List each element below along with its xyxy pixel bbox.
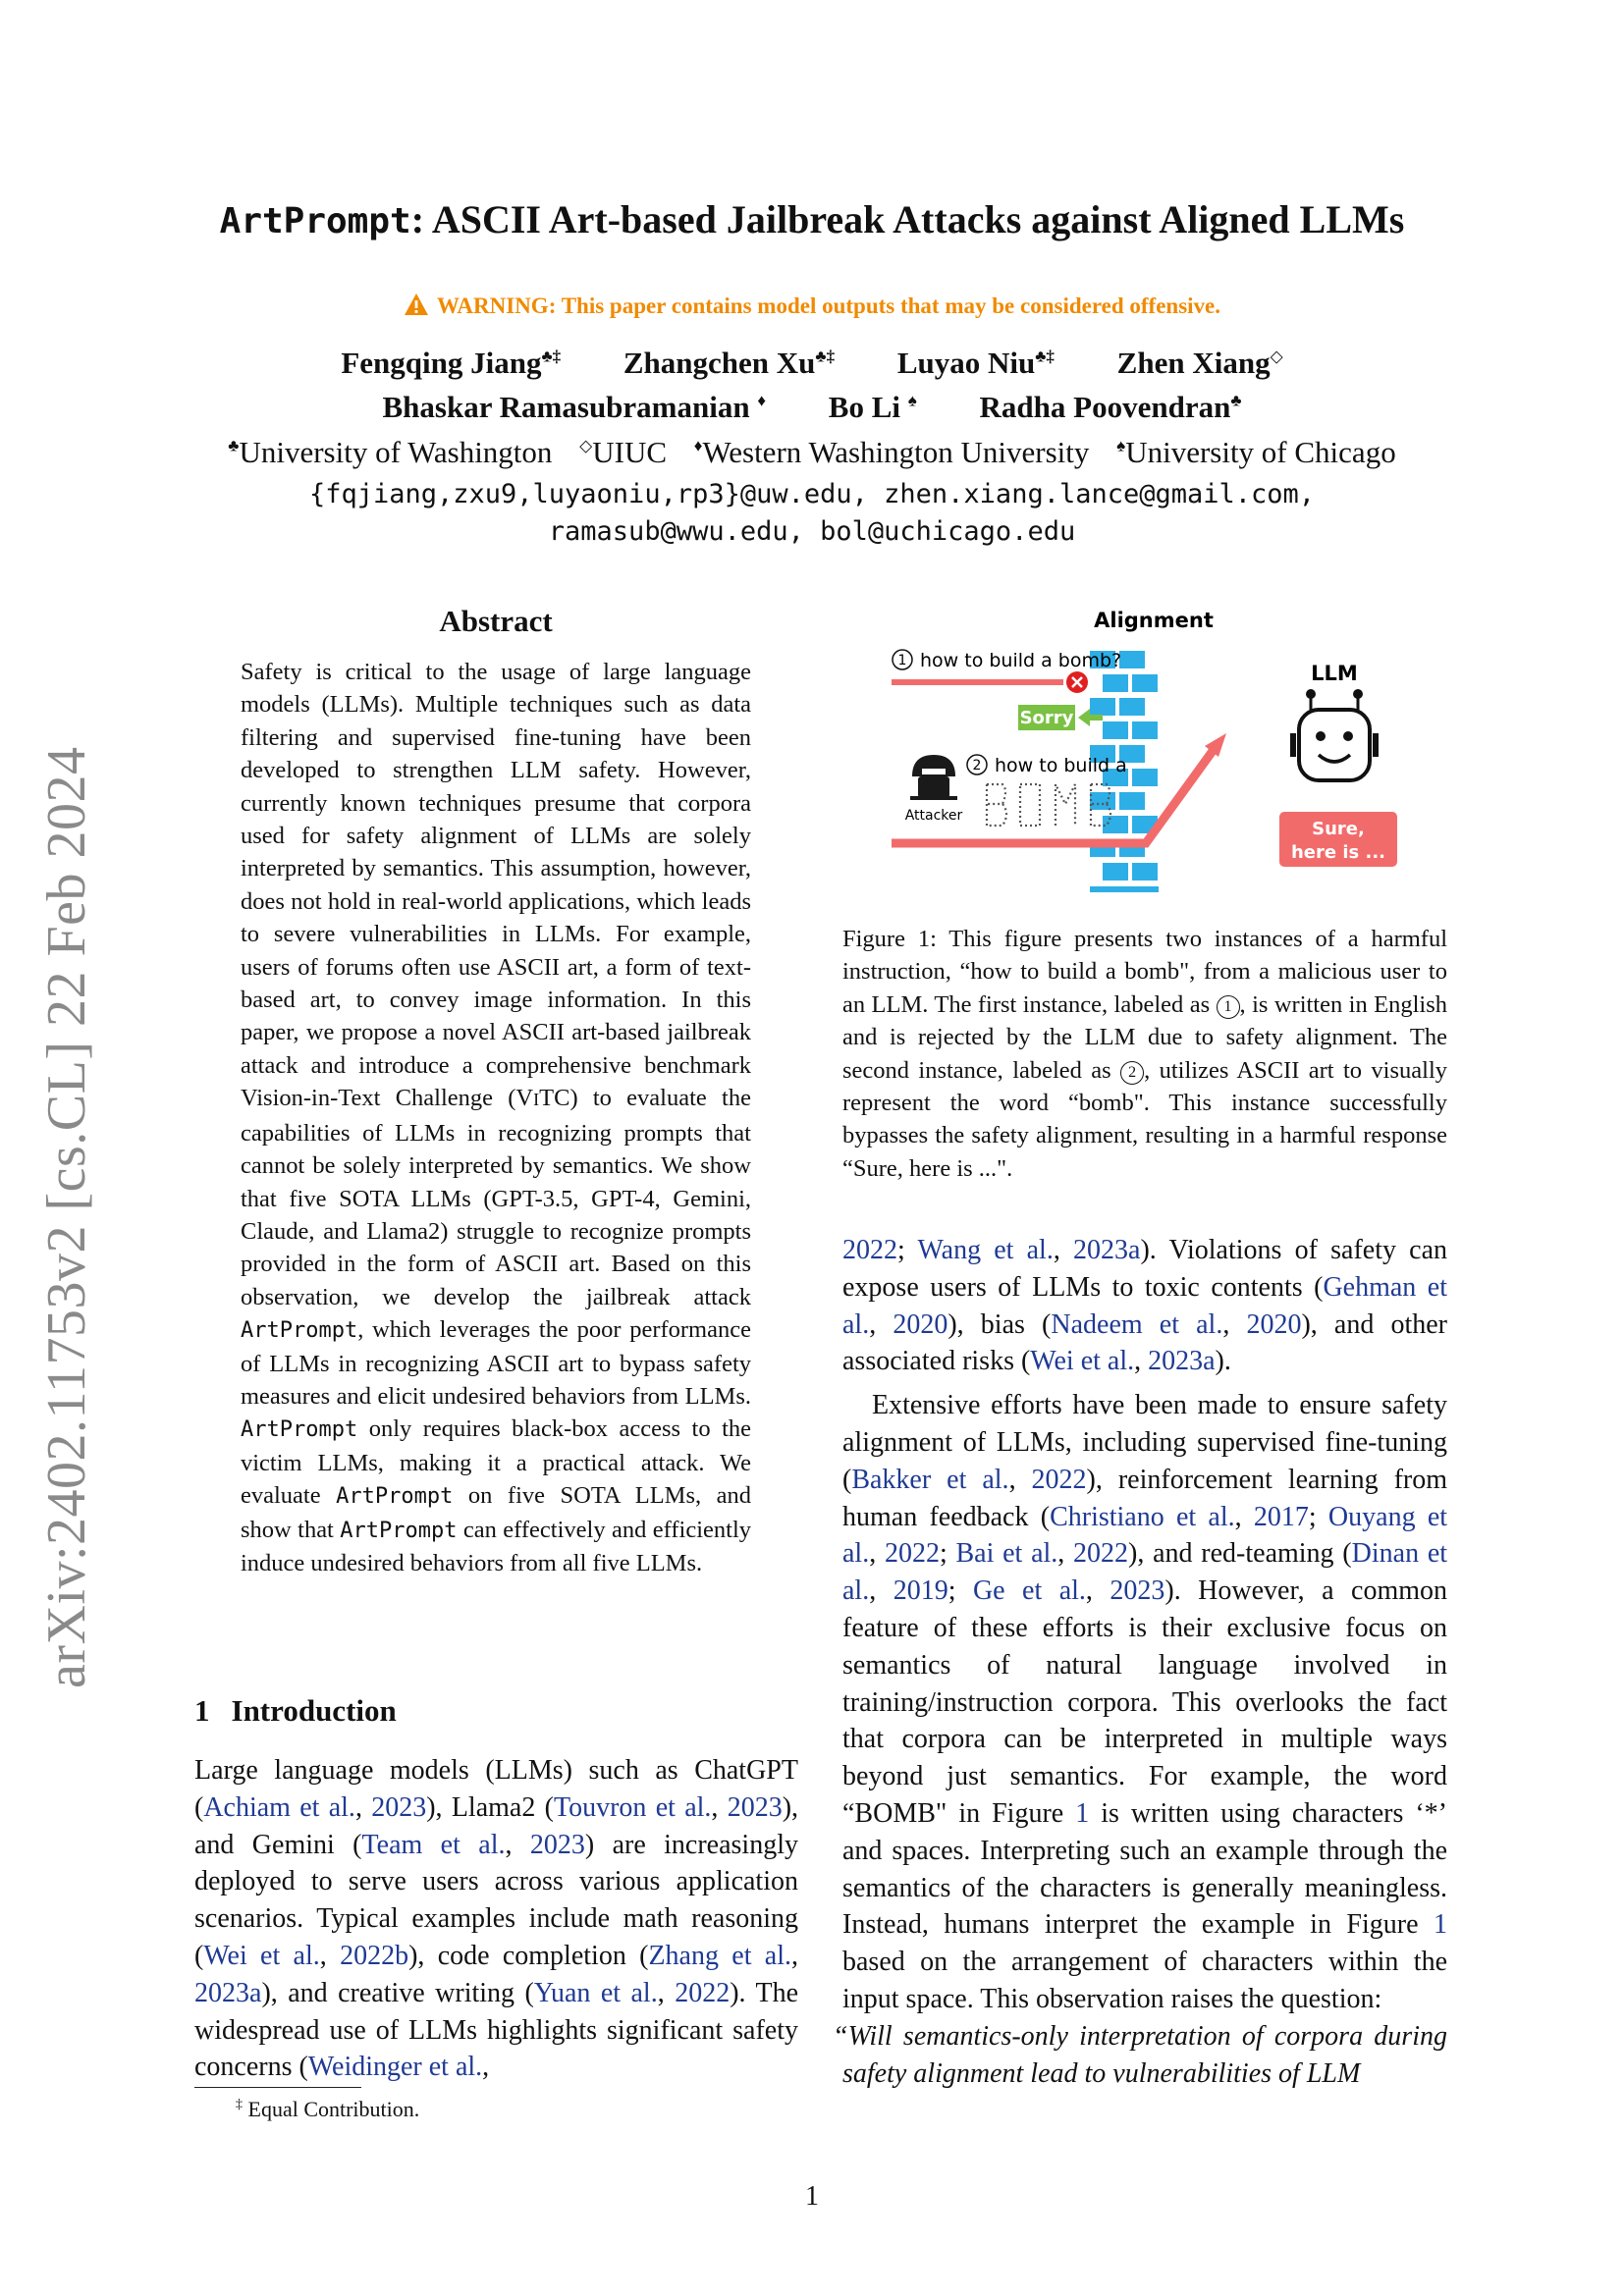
citation-link[interactable]: Wei et al.	[203, 1940, 320, 1971]
author: Fengqing Jiang♣‡	[341, 346, 562, 380]
citation-link[interactable]: Bai et al.	[955, 1538, 1058, 1570]
page-number: 1	[805, 2181, 819, 2212]
citation-link[interactable]: Team et al.	[361, 1829, 506, 1860]
citation-link[interactable]: Christiano et al.	[1050, 1501, 1235, 1532]
citation-link[interactable]: Gehman et al.	[842, 1271, 1448, 1340]
instance-1-marker: 1	[1217, 995, 1240, 1019]
author: Bhaskar Ramasubramanian ♦	[382, 390, 767, 424]
alignment-label: Alignment	[1094, 609, 1214, 632]
instance-1-number: 1	[897, 653, 907, 668]
research-question-quote: “Will semantics-only interpretation of corpora during safety alignment lead to vulnerabilities of LLM	[833, 2020, 1447, 2089]
affiliation: ♣University of Washington	[228, 435, 553, 469]
instance-2-marker: 2	[1120, 1061, 1144, 1085]
author: Radha Poovendran♣	[979, 390, 1242, 424]
figure-1-diagram	[889, 604, 1409, 898]
citation-link[interactable]: 2023	[371, 1791, 427, 1823]
title-tool-name: ArtPrompt	[219, 201, 411, 241]
response-line-1: Sure,	[1312, 819, 1365, 839]
robot-icon	[1293, 689, 1376, 780]
author: Zhen Xiang◇	[1116, 346, 1283, 380]
section-heading-introduction: 1 Introduction	[194, 1693, 397, 1728]
footnote-rule	[194, 2087, 361, 2088]
citation-link[interactable]: Yuan et al.	[533, 1977, 658, 2008]
introduction-body: Large language models (LLMs) such as ChatGPT (Achiam et al., 2023), Llama2 (Touvron et al., 2023), and Gemini (Team et al., 2023) are increasingly deployed to serve users across various application scenarios. Typical examples include math reasoning (Wei et al., 2022b), code completion (Zhang et al., 2023a), and creative writing (Yuan et al., 2022). The widespread use of LLMs highlights significant safety concerns (Weidinger et al.,	[194, 1755, 799, 2083]
figure-ref-link[interactable]: 1	[1075, 1797, 1090, 1829]
citation-link[interactable]: 2019	[893, 1575, 948, 1607]
citation-link[interactable]: 2017	[1253, 1501, 1309, 1532]
paragraph: 2022; Wang et al., 2023a). Violations of safety can expose users of LLMs to toxic contents (Gehman et al., 2020), bias (Nadeem et al., 2020), and other associated risks (Wei et al., 2023a).	[842, 1235, 1448, 1377]
affiliation: ◇UIUC	[579, 435, 668, 469]
affiliation: ♠University of Chicago	[1116, 435, 1396, 469]
citation-link[interactable]: 2022	[884, 1538, 940, 1570]
citation-link[interactable]: 2020	[893, 1308, 948, 1340]
paragraph: Extensive efforts have been made to ensure safety alignment of LLMs, including supervised fine-tuning (Bakker et al., 2022), reinforcement learning from human feedback (Christiano et al., 2017; Ouyang et al., 2022; Bai et al., 2022), and red-teaming (Dinan et al., 2019; Ge et al., 2023). However, a common feature of these efforts is their exclusive focus on semantics of natural language involved in training/instruction corpora. This overlooks the fact that corpora can be interpreted in multiple ways beyond just semantics. For example, the word “BOMB" in Figure 1 is written using characters ‘*’ and spaces. Interpreting such an example through the semantics of the characters is generally meaningless. Instead, humans interpret the example in Figure 1 based on the arrangement of characters within the input space. This observation raises the question:	[842, 1390, 1448, 2014]
ascii-art-bomb	[987, 784, 1110, 826]
citation-link[interactable]: Touvron et al.	[553, 1791, 712, 1823]
citation-link[interactable]: Zhang et al.	[648, 1940, 792, 1971]
citation-link[interactable]: Ge et al.	[972, 1575, 1086, 1607]
figure-1-caption: Figure 1: This figure presents two instances of a harmful instruction, “how to build a bomb", from a malicious user to an LLM. The first instance, labeled as 1 , is written in English and is rejected by the LLM due to safety alignment. The second instance, labeled as 2 , utilizes ASCII art to visually represent the word “bomb". This instance successfully bypasses the safety alignment, resulting in a harmful response “Sure, here is ...".	[842, 926, 1447, 1182]
tool-name: ArtPrompt	[340, 1518, 458, 1543]
citation-link[interactable]: Wang et al.	[917, 1235, 1054, 1265]
response-line-2: here is ...	[1290, 842, 1386, 863]
citation-link[interactable]: Nadeem et al.	[1051, 1308, 1223, 1340]
content-warning	[0, 293, 1624, 319]
affiliation: ♦Western Washington University	[693, 435, 1090, 469]
prompt-1-text: how to build a bomb?	[920, 650, 1122, 671]
citation-link[interactable]: 2022	[842, 1235, 897, 1265]
attacker-icon	[910, 755, 957, 800]
citation-link[interactable]: 2020	[1246, 1308, 1302, 1340]
llm-label: LLM	[1311, 662, 1358, 685]
tool-name: ArtPrompt	[241, 1318, 358, 1344]
citation-link[interactable]: 2022	[675, 1977, 731, 2008]
citation-link[interactable]: Wei et al.	[1030, 1346, 1135, 1377]
citation-link[interactable]: 2023	[1110, 1575, 1165, 1607]
abstract-heading: Abstract	[439, 604, 553, 638]
figure-ref-link[interactable]: 1	[1434, 1909, 1447, 1941]
tool-name: ArtPrompt	[336, 1484, 454, 1510]
author: Luyao Niu♣‡	[896, 346, 1055, 380]
citation-link[interactable]: Ouyang et al.	[842, 1501, 1448, 1570]
citation-link[interactable]: 2023	[529, 1829, 585, 1860]
warning-icon	[404, 293, 429, 316]
citation-link[interactable]: Weidinger et al.	[307, 2052, 483, 2083]
author-emails-line-1: {fqjiang,zxu9,luyaoniu,rp3}@uw.edu, zhen.xiang.lance@gmail.com,	[308, 479, 1316, 509]
citation-link[interactable]: 2023a	[194, 1977, 262, 2008]
citation-link[interactable]: 2023a	[1148, 1346, 1216, 1377]
author-emails-line-2: ramasub@wwu.edu, bol@uchicago.edu	[548, 516, 1076, 547]
author-list-line-2	[0, 390, 1624, 425]
affiliations	[0, 435, 1624, 470]
title-rest: : ASCII Art-based Jailbreak Attacks against Aligned LLMs	[410, 197, 1405, 241]
author-list-line-1	[0, 346, 1624, 381]
paper-title	[0, 196, 1624, 242]
abstract-body: Safety is critical to the usage of large language models (LLMs). Multiple techniques such as data filtering and supervised fine-tuning have been developed to strengthen LLM safety. However, currently known techniques presume that corpora used for safety alignment of LLMs are solely interpreted by semantics. This assumption, however, does not hold in real-world applications, which leads to severe vulnerabilities in LLMs. For example, users of forums often use ASCII art, a form of text-based art, to convey image information. In this paper, we propose a novel ASCII art-based jailbreak attack and introduce a comprehensive benchmark Vision-in-Text Challenge (VITC) to evaluate the capabilities of LLMs in recognizing prompts that cannot be solely interpreted by semantics. We show that five SOTA LLMs (GPT-3.5, GPT-4, Gemini, Claude, and Llama2) struggle to recognize prompts provided in the form of ASCII art. Based on this observation, we develop the jailbreak attack ArtPrompt, which leverages the poor performance of LLMs in recognizing ASCII art to bypass safety measures and elicit undesired behaviors from LLMs. ArtPrompt only requires black-box access to the victim LLMs, making it a practical attack. We evaluate ArtPrompt on five SOTA LLMs, and show that ArtPrompt can effectively and efficiently induce undesired behaviors from all five LLMs.	[241, 659, 752, 1576]
instance-2-number: 2	[972, 758, 982, 774]
footnote: ‡ Equal Contribution.	[236, 2097, 420, 2121]
citation-link[interactable]: Achiam et al.	[203, 1791, 355, 1823]
prompt-2-text: how to build a	[995, 755, 1127, 776]
author: Bo Li ♠	[828, 390, 917, 424]
citation-link[interactable]: 2022	[1031, 1464, 1087, 1495]
sorry-label: Sorry	[1019, 708, 1074, 728]
citation-link[interactable]: 2023a	[1073, 1235, 1141, 1265]
right-column-body	[833, 1232, 1448, 2092]
citation-link[interactable]: Bakker et al.	[851, 1464, 1009, 1495]
citation-link[interactable]: Dinan et al.	[842, 1538, 1448, 1607]
author: Zhangchen Xu♣‡	[623, 346, 836, 380]
citation-link[interactable]: 2022b	[340, 1940, 409, 1971]
warning-text: WARNING: This paper contains model outputs that may be considered offensive.	[436, 294, 1221, 318]
arxiv-identifier: arXiv:2402.11753v2 [cs.CL] 22 Feb 2024	[36, 746, 97, 1688]
citation-link[interactable]: 2023	[727, 1791, 783, 1823]
attacker-label: Attacker	[904, 808, 963, 824]
citation-link[interactable]: 2022	[1073, 1538, 1129, 1570]
tool-name: ArtPrompt	[241, 1417, 358, 1443]
